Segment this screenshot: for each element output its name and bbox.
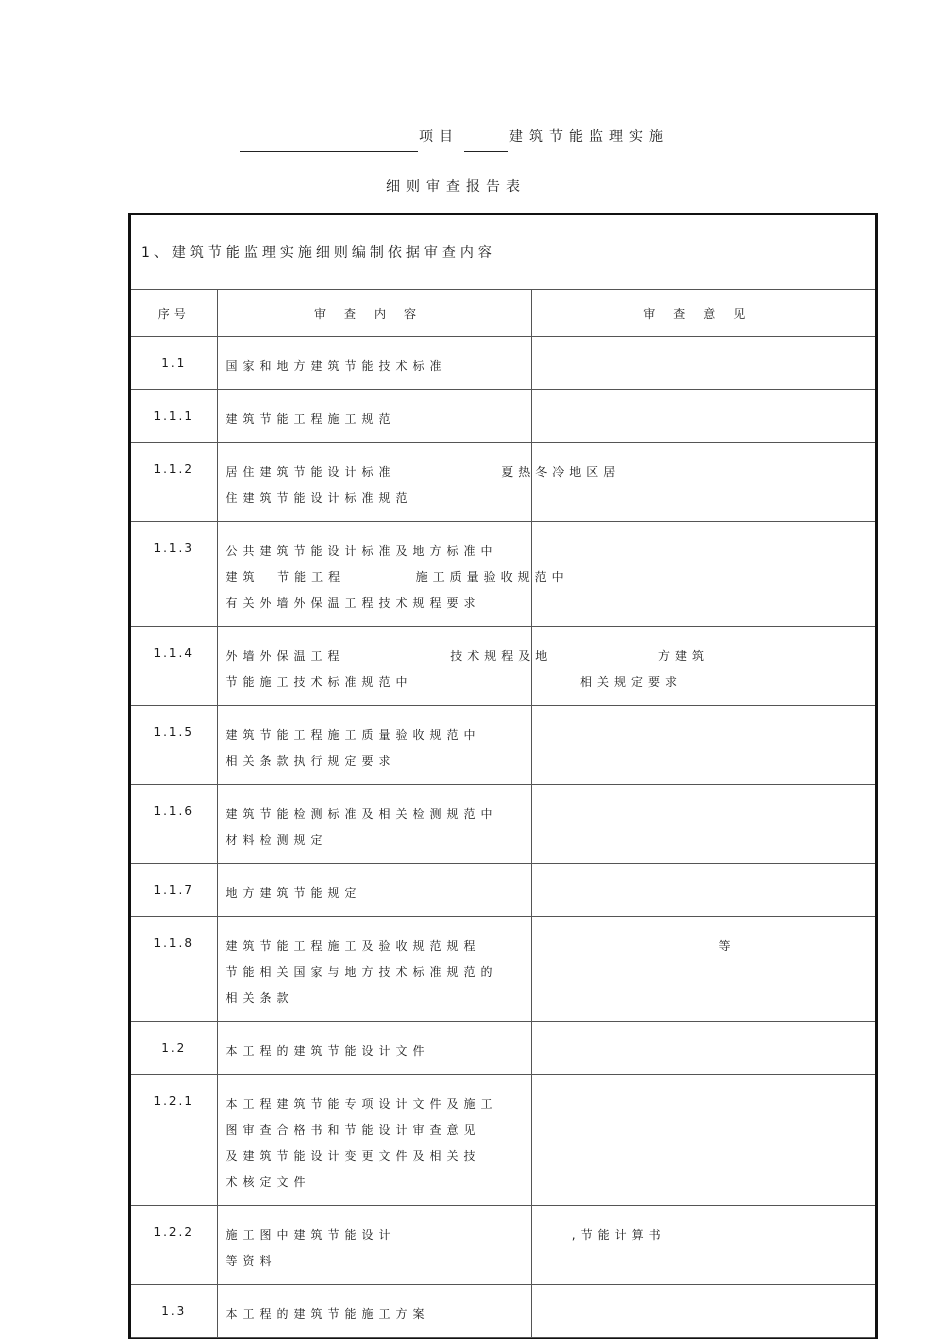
- table-row: [131, 1022, 875, 1075]
- row-number: 1.2.1: [131, 1075, 217, 1206]
- row-number: 1.1.2: [131, 443, 217, 522]
- review-table: [128, 213, 878, 1339]
- review-item-line: 国家和地方建筑节能技术标准: [225, 359, 447, 373]
- review-item-line: 本工程建筑节能专项设计文件及施工: [225, 1097, 498, 1111]
- section-title: 1、建筑节能监理实施细则编制依据审查内容: [131, 215, 875, 290]
- review-item-line: 建筑节能工程施工质量验收规范中: [225, 728, 481, 742]
- review-item-line: 节能相关国家与地方技术标准规范的: [225, 965, 498, 979]
- table-row: [131, 443, 875, 522]
- header-opinion: 审查意见: [531, 290, 875, 337]
- review-opinion-cell[interactable]: [531, 917, 875, 1022]
- review-item-line: 施工图中建筑节能设计 ,节能计算书: [225, 1228, 666, 1242]
- header-number: 序号: [131, 290, 217, 337]
- review-item-line: 本工程的建筑节能设计文件: [225, 1044, 430, 1058]
- report-subtitle: 细则审查报告表: [386, 179, 526, 195]
- table-row: [131, 1206, 875, 1285]
- review-item-line: 相关条款: [225, 991, 294, 1005]
- review-item: [217, 390, 531, 443]
- table-header-row: [131, 290, 875, 337]
- review-opinion-cell[interactable]: [531, 443, 875, 522]
- review-item: [217, 1285, 531, 1338]
- review-item-line: 外墙外保温工程 技术规程及地 方建筑: [225, 649, 710, 663]
- table-row: [131, 785, 875, 864]
- review-opinion-cell[interactable]: [531, 785, 875, 864]
- review-item-line: 术核定文件: [225, 1175, 311, 1189]
- row-number: 1.1.7: [131, 864, 217, 917]
- review-item: [217, 1022, 531, 1075]
- review-item-line: 等资料: [225, 1254, 277, 1268]
- review-opinion-cell[interactable]: [531, 864, 875, 917]
- review-item-line: 及建筑节能设计变更文件及相关技: [225, 1149, 481, 1163]
- table-row: [131, 627, 875, 706]
- table-row: [131, 917, 875, 1022]
- review-item-line: 相关条款执行规定要求: [225, 754, 396, 768]
- table-row: [131, 390, 875, 443]
- table-row: [131, 522, 875, 627]
- review-item: [217, 1206, 666, 1285]
- review-opinion-cell[interactable]: [531, 1022, 875, 1075]
- title-part1: 项目: [419, 129, 459, 145]
- review-item-line: 节能施工技术标准规范中 相关规定要求: [225, 675, 682, 689]
- row-number: 1.1.4: [131, 627, 217, 706]
- review-opinion-cell[interactable]: [531, 390, 875, 443]
- review-item-line: 地方建筑节能规定: [225, 886, 362, 900]
- review-item-line: 图审查合格书和节能设计审查意见: [225, 1123, 481, 1137]
- review-opinion-cell[interactable]: [531, 522, 875, 627]
- table-row: [131, 1075, 875, 1206]
- review-item: [217, 706, 531, 785]
- row-number: 1.2.2: [131, 1206, 217, 1285]
- header-content: 审查内容: [217, 290, 531, 337]
- title-part2: 建筑节能监理实施: [509, 129, 669, 145]
- row-number: 1.1: [131, 337, 217, 390]
- review-item-line: 本工程的建筑节能施工方案: [225, 1307, 430, 1321]
- review-opinion-cell[interactable]: [531, 337, 875, 390]
- review-item-line: 有关外墙外保温工程技术规程要求: [225, 596, 481, 610]
- review-item-line: 住建筑节能设计标准规范: [225, 491, 413, 505]
- review-item: [217, 1075, 531, 1206]
- review-opinion-cell[interactable]: [531, 627, 875, 706]
- review-item-line: 公共建筑节能设计标准及地方标准中: [225, 544, 498, 558]
- review-item-line: 居住建筑节能设计标准 夏热冬冷地区居: [225, 465, 621, 479]
- review-opinion-cell[interactable]: [531, 706, 875, 785]
- review-item: [217, 337, 531, 390]
- table-row: [131, 337, 875, 390]
- review-item-line: 建筑节能检测标准及相关检测规范中: [225, 807, 498, 821]
- review-item: [217, 785, 531, 864]
- report-title-line: [0, 126, 950, 150]
- review-item: [217, 864, 531, 917]
- row-number: 1.1.6: [131, 785, 217, 864]
- table-row: [131, 1285, 875, 1338]
- row-number: 1.1.1: [131, 390, 217, 443]
- review-item: [217, 627, 710, 706]
- row-number: 1.3: [131, 1285, 217, 1338]
- table-row: [131, 706, 875, 785]
- row-number: 1.1.3: [131, 522, 217, 627]
- review-item: [217, 443, 621, 522]
- review-item-line: 材料检测规定: [225, 833, 328, 847]
- row-number: 1.1.5: [131, 706, 217, 785]
- review-item-line: 建筑节能工程施工及验收规范规程 等: [225, 939, 736, 953]
- review-opinion-cell[interactable]: [531, 1206, 875, 1285]
- review-opinion-cell[interactable]: [531, 1285, 875, 1338]
- review-item-line: 建筑节能工程施工规范: [225, 412, 396, 426]
- table-row: [131, 864, 875, 917]
- review-item-line: 建筑 节能工程 施工质量验收规范中: [225, 570, 569, 584]
- row-number: 1.2: [131, 1022, 217, 1075]
- review-item: [217, 522, 569, 627]
- section-title-row: [131, 215, 875, 290]
- row-number: 1.1.8: [131, 917, 217, 1022]
- project-suffix-blank: [464, 151, 508, 152]
- review-opinion-cell[interactable]: [531, 1075, 875, 1206]
- project-name-blank: [240, 151, 418, 152]
- review-item: [217, 917, 736, 1022]
